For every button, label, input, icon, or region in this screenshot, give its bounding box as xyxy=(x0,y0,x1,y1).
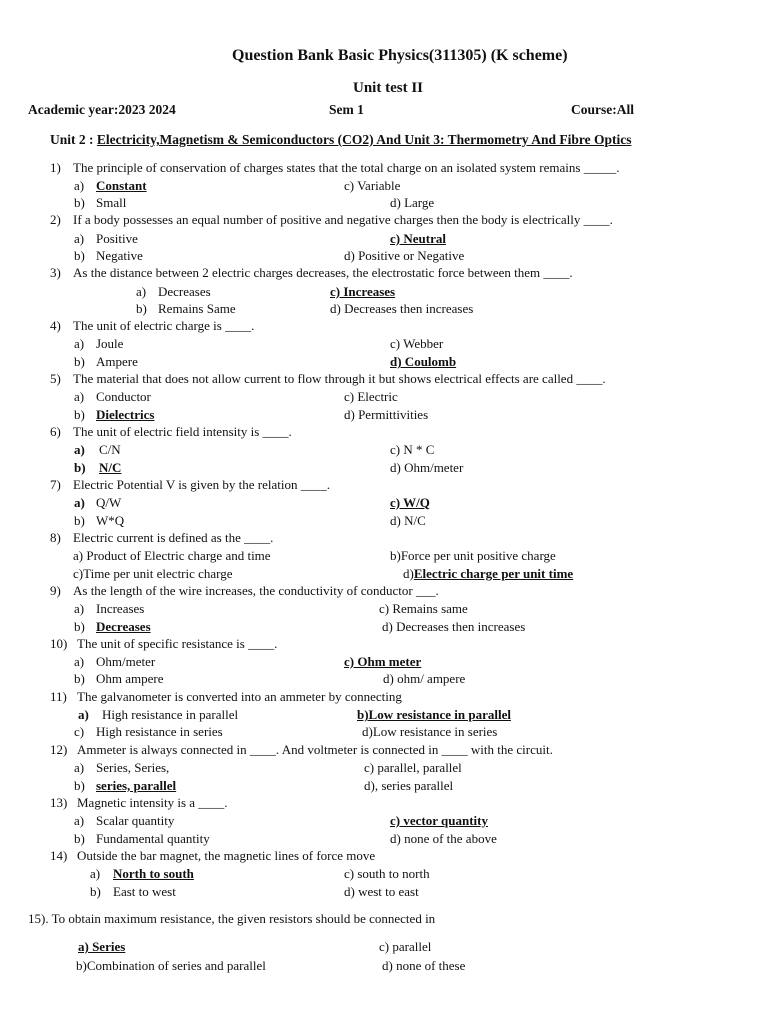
q13-option-a: Scalar quantity xyxy=(96,813,175,828)
question-13-number: 13) xyxy=(50,795,68,810)
q2-option-a: Positive xyxy=(96,231,138,246)
academic-year: Academic year:2023 2024 xyxy=(28,102,176,117)
q13-option-b-label: b) xyxy=(74,831,85,846)
q8-option-d xyxy=(403,566,573,582)
question-8-number: 8) xyxy=(50,530,61,545)
q14-option-b: East to west xyxy=(113,884,176,899)
q9-option-a: Increases xyxy=(96,601,145,616)
q1-option-a-label: a) xyxy=(74,178,85,193)
question-14-text: Outside the bar magnet, the magnetic lines of force move xyxy=(77,848,376,863)
q4-option-a: Joule xyxy=(96,336,124,351)
q15-option-d: d) none of these xyxy=(382,958,466,973)
q8-option-b: b)Force per unit positive charge xyxy=(390,548,556,563)
q7-option-c: c) W/Q xyxy=(390,495,430,510)
q5-option-b-label: b) xyxy=(74,407,85,422)
q7-option-b-label: b) xyxy=(74,513,85,528)
q14-option-b-label: b) xyxy=(90,884,101,899)
q9-option-d: d) Decreases then increases xyxy=(382,619,526,634)
q11-option-b: b)Low resistance in parallel xyxy=(357,707,511,722)
question-5-number: 5) xyxy=(50,371,61,386)
q10-option-b-label: b) xyxy=(74,671,85,686)
q8-option-c: c)Time per unit electric charge xyxy=(73,566,233,581)
q11-option-a: High resistance in parallel xyxy=(102,707,239,722)
q10-option-a: Ohm/meter xyxy=(96,654,156,669)
q2-option-c: c) Neutral xyxy=(390,231,446,246)
q13-option-a-label: a) xyxy=(74,813,85,828)
q15-option-c: c) parallel xyxy=(379,939,432,954)
question-6-text: The unit of electric field intensity is ____. xyxy=(73,424,292,439)
q12-option-a: Series, Series, xyxy=(96,760,170,775)
q12-option-c: c) parallel, parallel xyxy=(364,760,462,775)
q8-option-a: a) Product of Electric charge and time xyxy=(73,548,271,563)
q7-option-b: W*Q xyxy=(96,513,125,528)
q13-option-c: c) vector quantity xyxy=(390,813,488,828)
q1-option-d: d) Large xyxy=(390,195,435,210)
q12-option-b: series, parallel xyxy=(96,778,177,793)
q14-option-c: c) south to north xyxy=(344,866,430,881)
q15-option-a: a) Series xyxy=(78,939,126,954)
q10-option-a-label: a) xyxy=(74,654,85,669)
q12-option-b-label: b) xyxy=(74,778,85,793)
q9-option-a-label: a) xyxy=(74,601,85,616)
q9-option-b: Decreases xyxy=(96,619,151,634)
question-11-text: The galvanometer is converted into an ammeter by connecting xyxy=(77,689,402,704)
q15-option-b: b)Combination of series and parallel xyxy=(76,958,266,973)
q6-option-d: d) Ohm/meter xyxy=(390,460,464,475)
q13-option-d: d) none of the above xyxy=(390,831,497,846)
q7-option-a-label: a) xyxy=(74,495,85,510)
semester: Sem 1 xyxy=(329,102,364,117)
course: Course:All xyxy=(571,102,634,117)
question-9-text: As the length of the wire increases, the conductivity of conductor ___. xyxy=(73,583,439,598)
q5-option-a: Conductor xyxy=(96,389,151,404)
q5-option-d: d) Permittivities xyxy=(344,407,429,422)
q10-option-b: Ohm ampere xyxy=(96,671,164,686)
question-8-text: Electric current is defined as the ____. xyxy=(73,530,274,545)
q14-option-a-label: a) xyxy=(90,866,101,881)
q3-option-b-label: b) xyxy=(136,301,147,316)
q7-option-a: Q/W xyxy=(96,495,122,510)
q4-option-c: c) Webber xyxy=(390,336,444,351)
q8-option-d-label: d) xyxy=(403,566,414,581)
question-12-text: Ammeter is always connected in ____. And voltmeter is connected in ____ with the circuit. xyxy=(77,742,553,757)
unit-prefix: Unit 2 : xyxy=(50,132,97,147)
q10-option-d: d) ohm/ ampere xyxy=(383,671,466,686)
q3-option-a: Decreases xyxy=(158,284,211,299)
q11-option-c: High resistance in series xyxy=(96,724,223,739)
q7-option-d: d) N/C xyxy=(390,513,426,528)
question-2-number: 2) xyxy=(50,212,61,227)
q2-option-a-label: a) xyxy=(74,231,85,246)
question-12-number: 12) xyxy=(50,742,68,757)
q4-option-a-label: a) xyxy=(74,336,85,351)
q14-option-d: d) west to east xyxy=(344,884,419,899)
question-6-number: 6) xyxy=(50,424,61,439)
question-5-text: The material that does not allow current to flow through it but shows electrical effects are called ____. xyxy=(73,371,606,386)
q12-option-a-label: a) xyxy=(74,760,85,775)
question-3-number: 3) xyxy=(50,265,61,280)
question-1-text: The principle of conservation of charges states that the total charge on an isolated system remains _____. xyxy=(73,160,620,175)
q3-option-c: c) Increases xyxy=(330,284,396,299)
q12-option-d: d), series parallel xyxy=(364,778,454,793)
question-10-number: 10) xyxy=(50,636,68,651)
question-7-number: 7) xyxy=(50,477,61,492)
q3-option-b: Remains Same xyxy=(158,301,236,316)
q6-option-c: c) N * C xyxy=(390,442,435,457)
q2-option-d: d) Positive or Negative xyxy=(344,248,465,263)
document-subtitle: Unit test II xyxy=(353,80,423,96)
q1-option-b: Small xyxy=(96,195,127,210)
question-4-number: 4) xyxy=(50,318,61,333)
question-15-text: 15). To obtain maximum resistance, the given resistors should be connected in xyxy=(28,911,436,926)
q6-option-a: C/N xyxy=(99,442,121,457)
question-11-number: 11) xyxy=(50,689,67,704)
q4-option-b-label: b) xyxy=(74,354,85,369)
document-title: Question Bank Basic Physics(311305) (K scheme) xyxy=(232,47,568,64)
question-13-text: Magnetic intensity is a ____. xyxy=(77,795,228,810)
question-9-number: 9) xyxy=(50,583,61,598)
q14-option-a: North to south xyxy=(113,866,194,881)
q8-option-d-text: Electric charge per unit time xyxy=(413,566,574,581)
q6-option-a-label: a) xyxy=(74,442,85,457)
q11-option-d: d)Low resistance in series xyxy=(362,724,498,739)
q1-option-c: c) Variable xyxy=(344,178,401,193)
question-2-text: If a body possesses an equal number of positive and negative charges then the body is electrically ____. xyxy=(73,212,613,227)
q4-option-d: d) Coulomb xyxy=(390,354,457,369)
q5-option-a-label: a) xyxy=(74,389,85,404)
question-1-number: 1) xyxy=(50,160,61,175)
q6-option-b-label: b) xyxy=(74,460,86,475)
q10-option-c: c) Ohm meter xyxy=(344,654,422,669)
q1-option-b-label: b) xyxy=(74,195,85,210)
question-7-text: Electric Potential V is given by the relation ____. xyxy=(73,477,330,492)
q9-option-c: c) Remains same xyxy=(379,601,468,616)
q4-option-b: Ampere xyxy=(96,354,138,369)
q2-option-b: Negative xyxy=(96,248,143,263)
unit-topics: Electricity,Magnetism & Semiconductors (CO2) And Unit 3: Thermometry And Fibre Optics xyxy=(96,132,632,147)
q2-option-b-label: b) xyxy=(74,248,85,263)
q13-option-b: Fundamental quantity xyxy=(96,831,210,846)
q1-option-a: Constant xyxy=(96,178,147,193)
question-10-text: The unit of specific resistance is ____. xyxy=(77,636,278,651)
q5-option-c: c) Electric xyxy=(344,389,398,404)
question-14-number: 14) xyxy=(50,848,68,863)
q3-option-a-label: a) xyxy=(136,284,147,299)
q5-option-b: Dielectrics xyxy=(96,407,155,422)
q6-option-b: N/C xyxy=(99,460,122,475)
q3-option-d: d) Decreases then increases xyxy=(330,301,474,316)
q9-option-b-label: b) xyxy=(74,619,85,634)
question-3-text: As the distance between 2 electric charges decreases, the electrostatic force between them ____. xyxy=(73,265,573,280)
unit-heading xyxy=(50,132,631,148)
q11-option-a-label: a) xyxy=(78,707,89,722)
q11-option-c-label: c) xyxy=(74,724,85,739)
question-4-text: The unit of electric charge is ____. xyxy=(73,318,255,333)
